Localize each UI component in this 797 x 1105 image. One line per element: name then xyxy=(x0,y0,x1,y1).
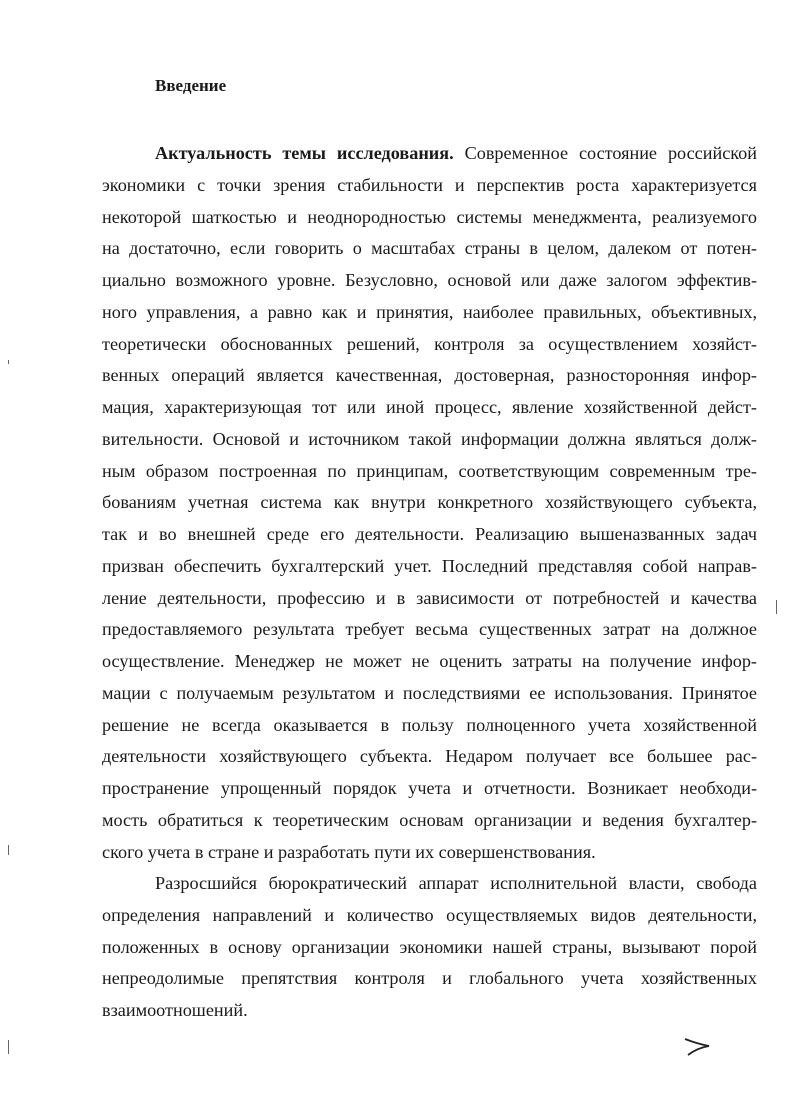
line-text: так и во внешней среде его деятельности. Реализацию вышеназванных задач xyxy=(102,524,757,544)
line-text: экономики с точки зрения стабильности и перспектив роста характеризуется xyxy=(102,174,757,195)
text-line xyxy=(102,618,757,640)
line-text: взаимоотношений. xyxy=(102,1000,248,1020)
text-line xyxy=(102,967,757,989)
text-line xyxy=(102,523,757,545)
text-line xyxy=(102,650,757,672)
scan-speck xyxy=(8,1040,9,1054)
line-text: деятельности хозяйствующего субъекта. Недаром получает все большее рас- xyxy=(102,746,757,767)
text-line xyxy=(102,396,757,418)
text-line xyxy=(102,269,757,291)
handwritten-mark-icon xyxy=(682,1034,712,1058)
text-line xyxy=(102,237,757,259)
line-text: мации с получаемым результатом и последствиями ее использования. Принятое xyxy=(102,682,757,703)
line-text: пространение упрощенный порядок учета и отчетности. Возникает необходи- xyxy=(102,778,757,798)
text-line xyxy=(102,936,757,958)
line-text: на достаточно, если говорить о масштабах страны в целом, далеком от потен- xyxy=(102,238,757,259)
scan-speck xyxy=(8,360,9,364)
text-line xyxy=(102,841,757,863)
text-line xyxy=(102,777,757,799)
text-line xyxy=(102,301,757,323)
line-text: осуществление. Менеджер не может не оценить затраты на получение инфор- xyxy=(102,651,757,671)
text-line xyxy=(102,809,757,831)
line-text: мация, характеризующая тот или иной процесс, явление хозяйственной дейст- xyxy=(102,397,757,417)
paragraph-lead: Актуальность темы исследования. xyxy=(155,143,454,163)
text-line xyxy=(102,206,757,228)
text-line xyxy=(102,904,757,926)
line-text: бованиям учетная система как внутри конкретного хозяйствующего субъекта, xyxy=(102,492,757,513)
text-line xyxy=(102,587,757,609)
line-text: ного управления, а равно как и принятия, наиболее правильных, объективных, xyxy=(102,301,757,322)
scan-speck xyxy=(776,600,777,614)
line-text: теоретически обоснованных решений, контроля за осуществлением хозяйст- xyxy=(102,333,757,354)
line-text: призван обеспечить бухгалтерский учет. Последний представляя собой направ- xyxy=(102,555,757,576)
text-line xyxy=(155,872,757,894)
text-line xyxy=(102,555,757,577)
text-line xyxy=(102,460,757,482)
line-text: Разросшийся бюрократический аппарат исполнительной власти, свобода xyxy=(155,873,757,893)
text-line xyxy=(102,682,757,704)
line-text: циально возможного уровне. Безусловно, основой или даже залогом эффектив- xyxy=(102,270,757,290)
line-text: мость обратиться к теоретическим основам организации и ведения бухгалтер- xyxy=(102,809,757,830)
line-text: ление деятельности, профессию и в зависимости от потребностей и качества xyxy=(102,587,757,608)
line-text: ным образом построенная по принципам, соответствующим современным тре- xyxy=(102,460,757,481)
line-text: решение не всегда оказывается в пользу полноценного учета хозяйственной xyxy=(102,714,757,735)
line-text: Современное состояние российской xyxy=(453,143,758,163)
text-line xyxy=(155,142,757,164)
line-text: определения направлений и количество осуществляемых видов деятельности, xyxy=(102,904,757,925)
line-text: вительности. Основой и источником такой информации должна являться долж- xyxy=(102,428,757,449)
line-text: положенных в основу организации экономики нашей страны, вызывают порой xyxy=(102,936,757,957)
text-line xyxy=(102,491,757,513)
line-text: предоставляемого результата требует весьма существенных затрат на должное xyxy=(102,619,757,640)
line-text: некоторой шаткостью и неоднородностью системы менеджмента, реализуемого xyxy=(102,206,757,227)
line-text: непреодолимые препятствия контроля и глобального учета хозяйственных xyxy=(102,968,757,989)
text-line xyxy=(102,428,757,450)
text-line xyxy=(102,364,757,386)
text-line xyxy=(102,714,757,736)
text-line xyxy=(102,745,757,767)
section-heading: Введение xyxy=(155,76,227,95)
text-line xyxy=(102,333,757,355)
text-line xyxy=(102,999,757,1021)
line-text: венных операций является качественная, достоверная, разносторонняя инфор- xyxy=(102,365,757,386)
scan-speck xyxy=(8,845,9,855)
line-text: ского учета в стране и разработать пути их совершенствования. xyxy=(102,841,596,862)
text-line xyxy=(102,174,757,196)
